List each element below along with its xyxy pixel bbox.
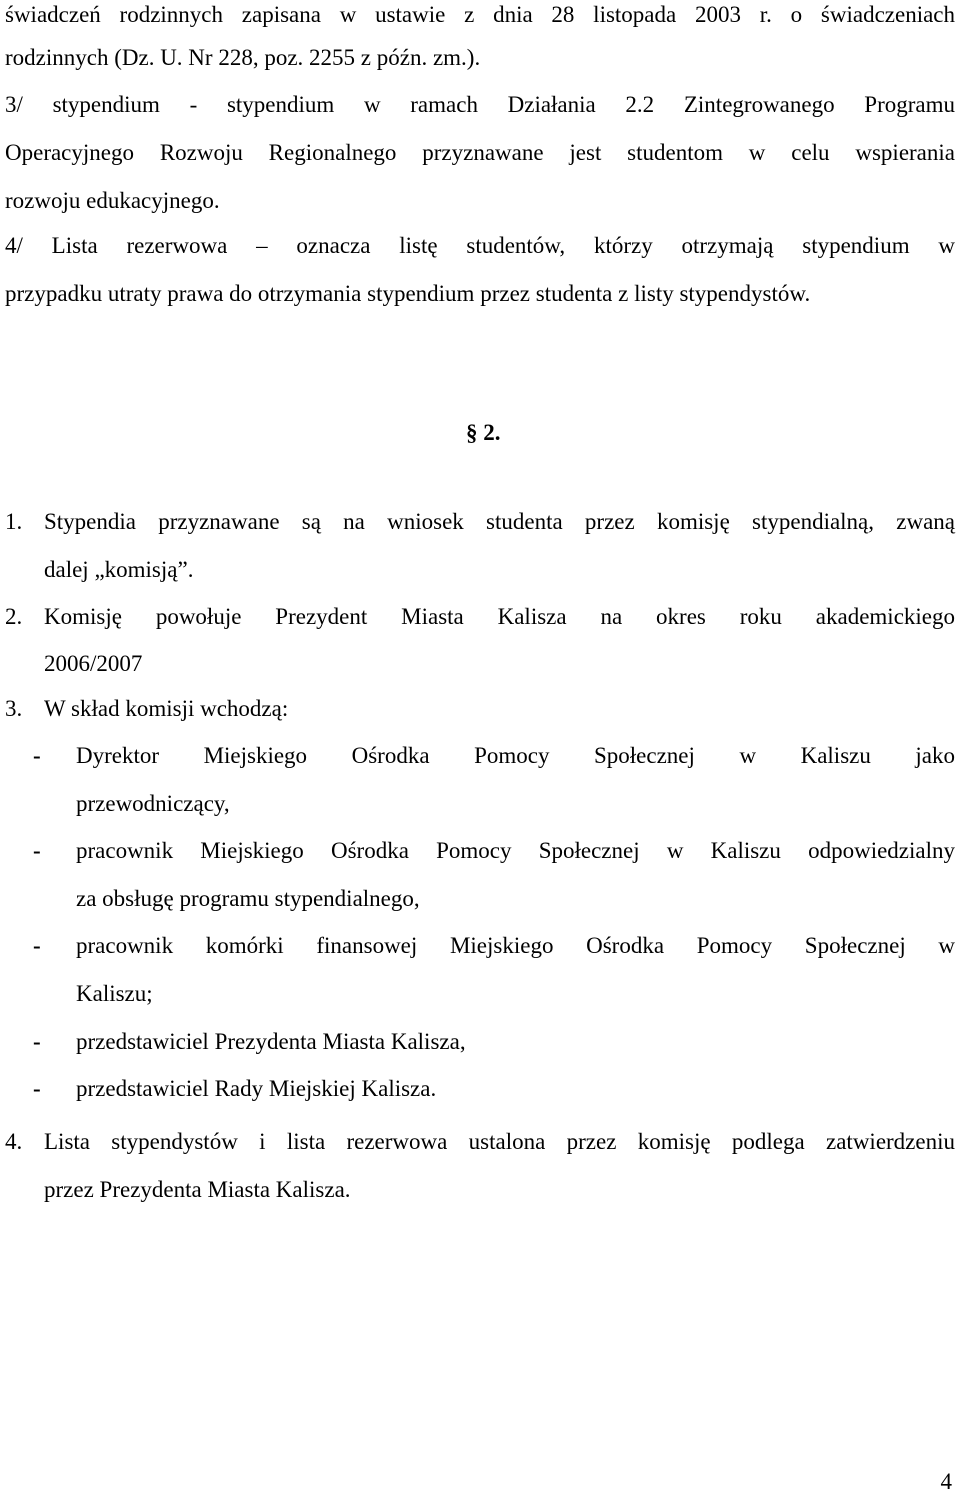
section-mark: § bbox=[466, 420, 478, 445]
member-dash: - bbox=[33, 743, 41, 768]
intro-line-6: 4/ Lista rezerwowa – oznacza listę studentów, którzy otrzymają stypendium w bbox=[5, 233, 955, 258]
point-number: 1. bbox=[5, 509, 23, 534]
point-number: 2. bbox=[5, 604, 23, 629]
intro-line-3: 3/ stypendium - stypendium w ramach Działania 2.2 Zintegrowanego Programu bbox=[5, 92, 955, 117]
point-number: 4. bbox=[5, 1129, 23, 1154]
page-number: 4 bbox=[940, 1469, 952, 1494]
member-text: Dyrektor Miejskiego Ośrodka Pomocy Społecznej w Kaliszu jako bbox=[76, 743, 955, 768]
member-text: przedstawiciel Prezydenta Miasta Kalisza, bbox=[76, 1029, 466, 1054]
member-text: przedstawiciel Rady Miejskiej Kalisza. bbox=[76, 1076, 437, 1101]
point-text-continued: przez Prezydenta Miasta Kalisza. bbox=[44, 1177, 351, 1202]
member-text: pracownik Miejskiego Ośrodka Pomocy Społecznej w Kaliszu odpowiedzialny bbox=[76, 838, 955, 863]
intro-line-7: przypadku utraty prawa do otrzymania stypendium przez studenta z listy stypendystów. bbox=[5, 281, 811, 306]
member-text-continued: przewodniczący, bbox=[76, 791, 230, 816]
member-text: pracownik komórki finansowej Miejskiego Ośrodka Pomocy Społecznej w bbox=[76, 933, 955, 958]
point-text: Komisję powołuje Prezydent Miasta Kalisza na okres roku akademickiego bbox=[44, 604, 955, 629]
point-number: 3. bbox=[5, 696, 23, 721]
intro-line-1: świadczeń rodzinnych zapisana w ustawie z dnia 28 listopada 2003 r. o świadczeniach bbox=[5, 2, 955, 27]
point-text-continued: 2006/2007 bbox=[44, 651, 143, 676]
member-dash: - bbox=[33, 838, 41, 863]
member-dash: - bbox=[33, 1029, 41, 1054]
intro-line-5: rozwoju edukacyjnego. bbox=[5, 188, 220, 213]
point-text: Stypendia przyznawane są na wniosek studenta przez komisję stypendialną, zwaną bbox=[44, 509, 955, 534]
point-text: W skład komisji wchodzą: bbox=[44, 696, 289, 721]
intro-line-2: rodzinnych (Dz. U. Nr 228, poz. 2255 z późn. zm.). bbox=[5, 45, 481, 70]
member-dash: - bbox=[33, 1076, 41, 1101]
intro-line-4: Operacyjnego Rozwoju Regionalnego przyznawane jest studentom w celu wspierania bbox=[5, 140, 955, 165]
member-text-continued: Kaliszu; bbox=[76, 981, 153, 1006]
member-text-continued: za obsługę programu stypendialnego, bbox=[76, 886, 420, 911]
section-heading bbox=[466, 418, 501, 448]
member-dash: - bbox=[33, 933, 41, 958]
section-number: 2. bbox=[483, 420, 501, 445]
point-text-continued: dalej „komisją”. bbox=[44, 557, 194, 582]
point-text: Lista stypendystów i lista rezerwowa ustalona przez komisję podlega zatwierdzeniu bbox=[44, 1129, 955, 1154]
